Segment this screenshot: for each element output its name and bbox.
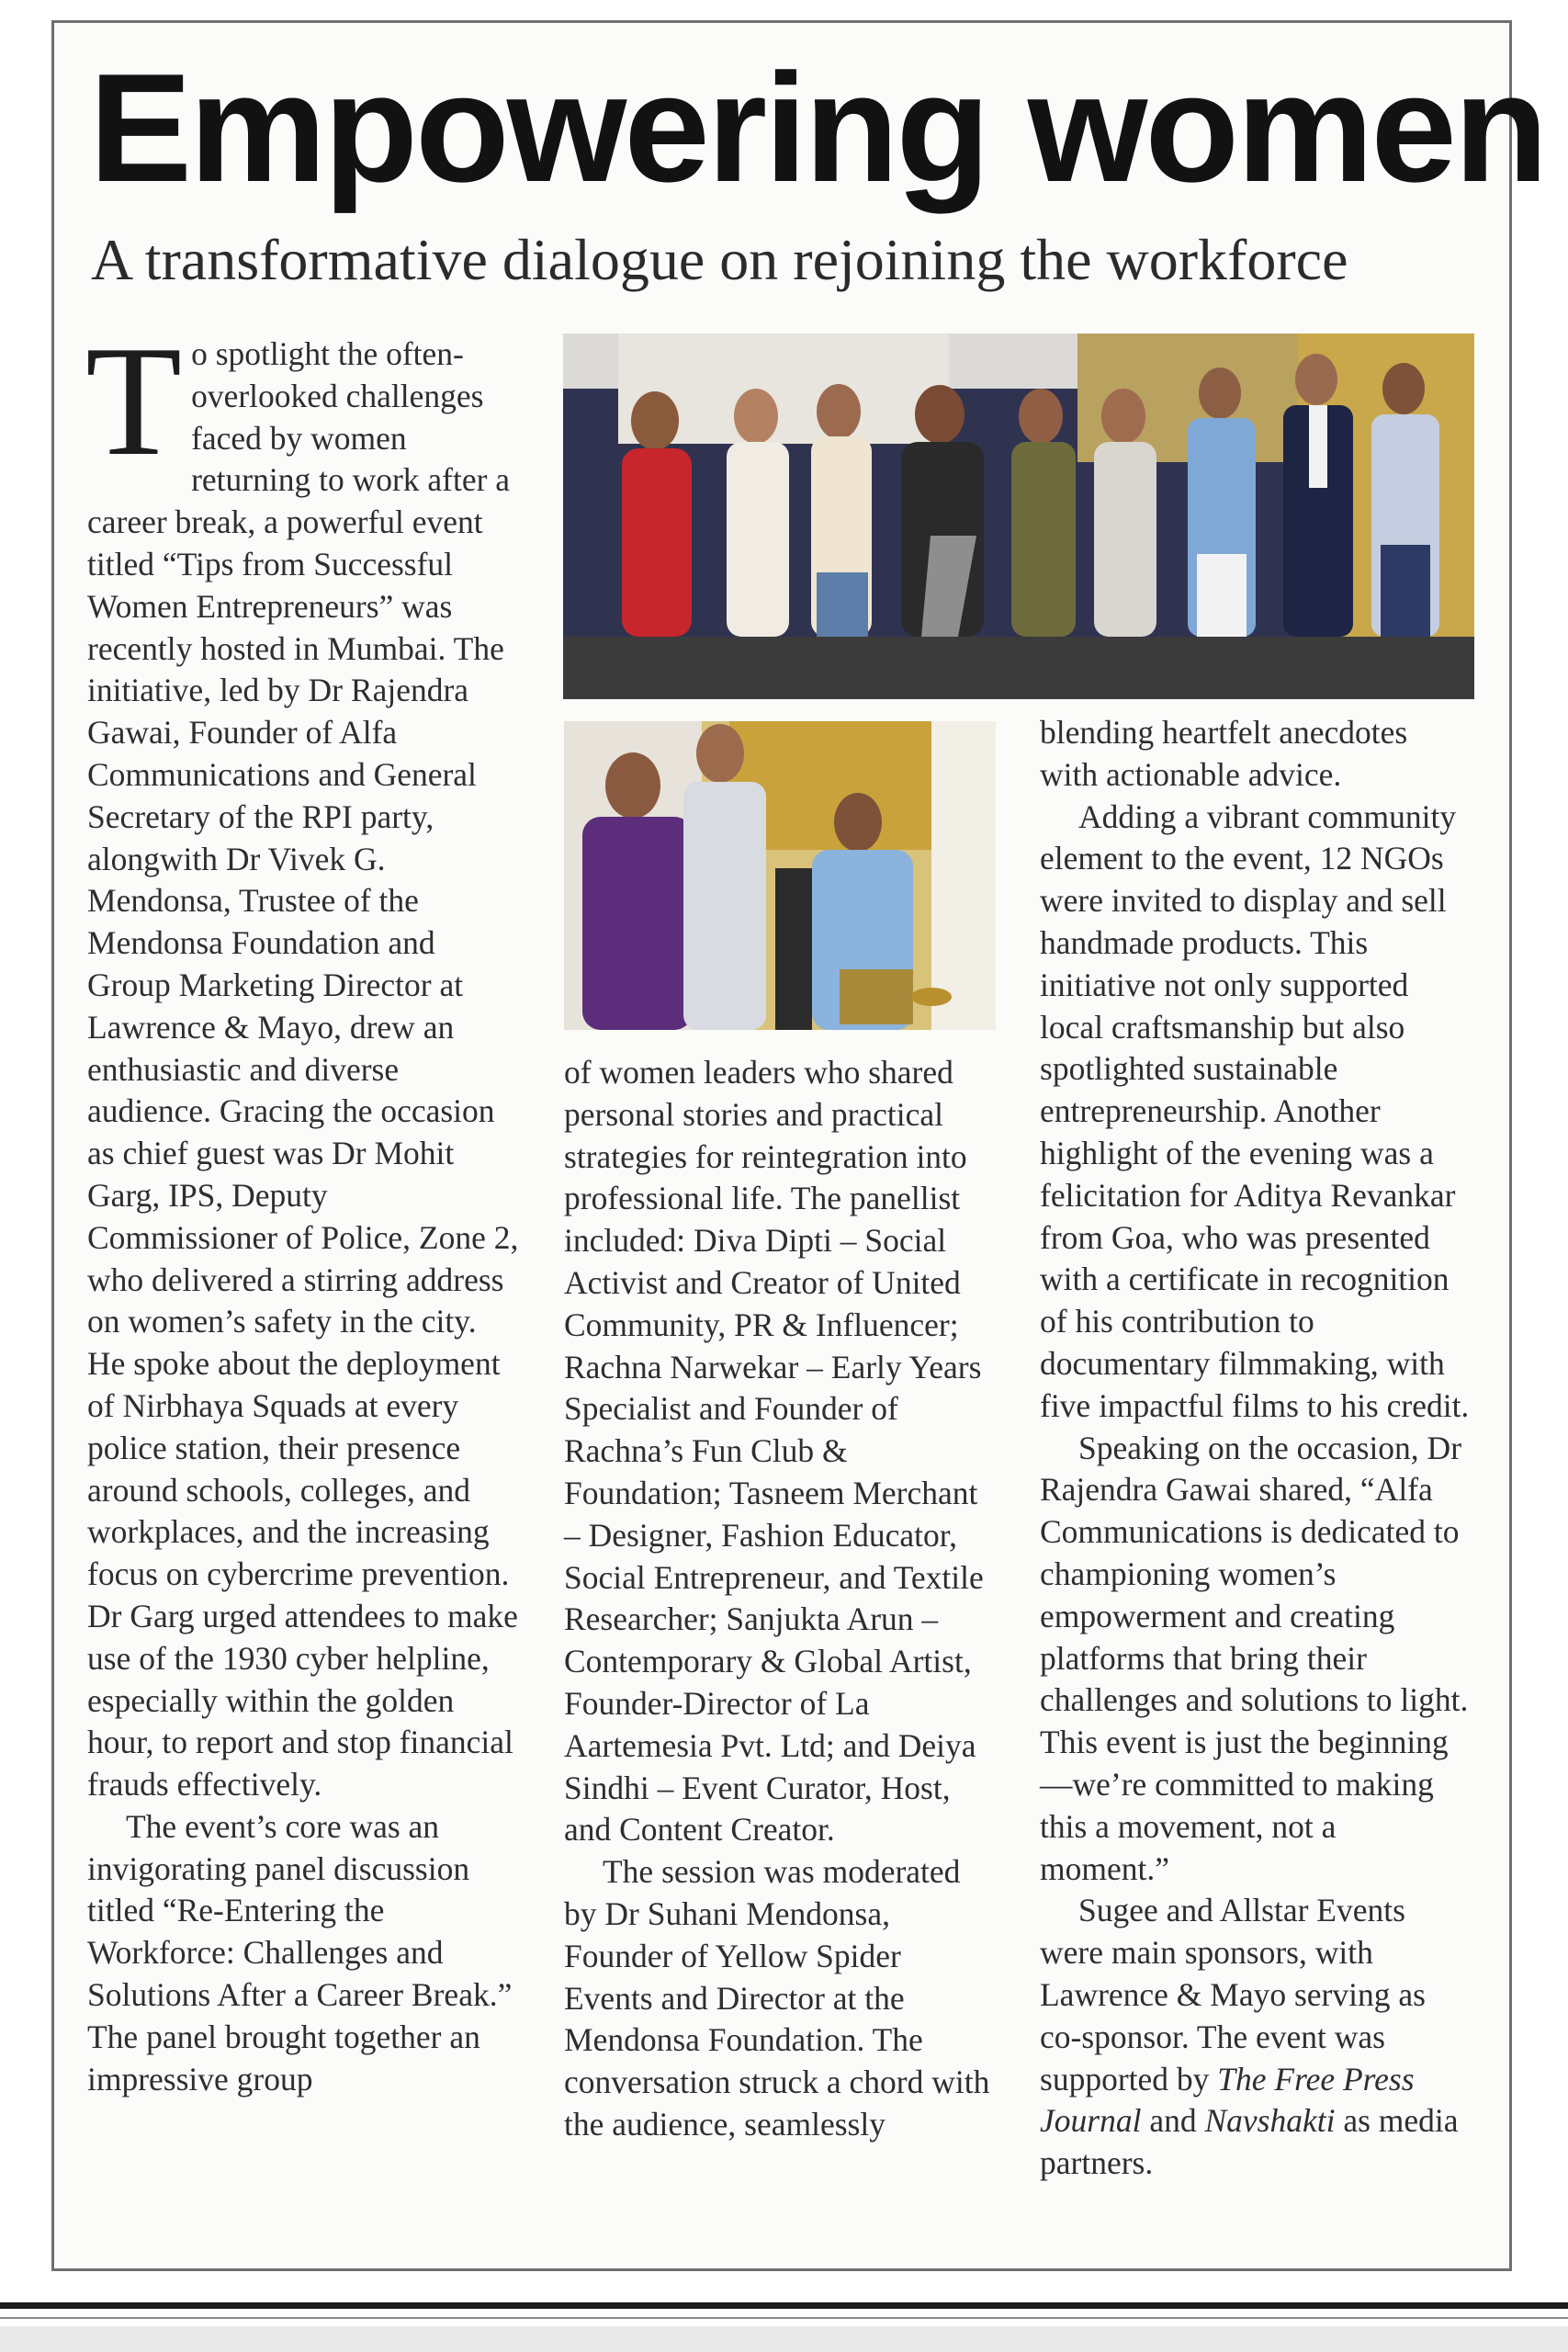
paragraph-8-text-and: and: [1141, 2102, 1205, 2140]
article-column-3: [1040, 712, 1473, 2185]
paragraph-8-text-start: Sugee and Allstar Events were main sponsors, with Lawrence & Mayo serving as co-sponsor. The event was supported by: [1040, 1892, 1426, 2098]
lamp-lighting-photo: [564, 721, 996, 1030]
paragraph-2: The event’s core was an invigorating panel discussion titled “Re-Entering the Workforce: Challenges and Solutions After a Career Break.” The panel brought together an impressive group: [87, 1807, 513, 2098]
paragraph-1: [85, 314, 521, 1806]
publication-name-2: Navshakti: [1204, 2102, 1336, 2140]
publication-name-1: The Free Press Journal: [1040, 2060, 1415, 2140]
page-rule-thin: [0, 2317, 1568, 2319]
group-photo-image: [563, 334, 1474, 699]
headline: Empowering women: [89, 41, 1546, 214]
paragraph-7: Speaking on the occasion, Dr Rajendra Gawai shared, “Alfa Communications is dedicated to championing women’s empowerment and creating platforms that bring their challenges and solutions to light. This event is just the beginning—we’re committed to making this a movement, not a moment.”: [1040, 1429, 1469, 1887]
page-rule-thick: [0, 2302, 1568, 2309]
lamp-lighting-photo-image: [564, 721, 996, 1030]
group-photo: [563, 334, 1474, 699]
page-bottom-band: [0, 2326, 1568, 2352]
article-column-2: [564, 1052, 998, 2146]
paragraph-6: Adding a vibrant community element to the event, 12 NGOs were invited to display and sell handmade products. This initiative not only supported local craftsmanship but also spotlighted sustainable entrepreneurship. Another highlight of the evening was a felicitation for Aditya Revankar from Goa, who was presented with a certificate in recognition of his contribution to documentary filmmaking, with five impactful films to his credit.: [1040, 797, 1470, 1424]
subheadline: A transformative dialogue on rejoining the workforce: [91, 227, 1348, 292]
drop-cap: T: [85, 314, 183, 489]
newspaper-clipping: [51, 20, 1546, 2271]
paragraph-1-text: o spotlight the often-overlooked challenges faced by women returning to work after a career break, a powerful event titled “Tips from Successful Women Entrepreneurs” was recently hosted in Mumbai. The initiative, led by Dr Rajendra Gawai, Founder of Alfa Communications and General Secretary of the RPI party, alongwith Dr Vivek G. Mendonsa, Trustee of the Mendonsa Foundation and Group Marketing Director at Lawrence & Mayo, drew an enthusiastic and diverse audience. Gracing the occasion as chief guest was Dr Mohit Garg, IPS, Deputy Commissioner of Police, Zone 2, who delivered a stirring address on women’s safety in the city. He spoke about the deployment of Nirbhaya Squads at every police station, their presence around schools, colleges, and workplaces, and the increasing focus on cybercrime prevention. Dr Garg urged attendees to make use of the 1930 cyber helpline, especially within the golden hour, to report and stop financial frauds effectively.: [87, 335, 519, 1804]
paragraph-3: of women leaders who shared personal stories and practical strategies for reintegration into professional life. The panellist included: Diva Dipti – Social Activist and Creator of United Community, PR & Influencer; Rachna Narwekar – Early Years Specialist and Founder of Rachna’s Fun Club & Foundation; Tasneem Merchant – Designer, Fashion Educator, Social Entrepreneur, and Textile Researcher; Sanjukta Arun – Contemporary & Global Artist, Founder-Director of La Aartemesia Pvt. Ltd; and Deiya Sindhi – Event Curator, Host, and Content Creator.: [564, 1054, 984, 1849]
paragraph-5: blending heartfelt anecdotes with actionable advice.: [1040, 714, 1408, 793]
paragraph-8-text-end: as media partners.: [1040, 2102, 1459, 2182]
article-column-1: [85, 314, 521, 2100]
paragraph-8: [1040, 1890, 1473, 2185]
paragraph-4: The session was moderated by Dr Suhani Mendonsa, Founder of Yellow Spider Events and Director at the Mendonsa Foundation. The conversation struck a chord with the audience, seamlessly: [564, 1853, 990, 2143]
